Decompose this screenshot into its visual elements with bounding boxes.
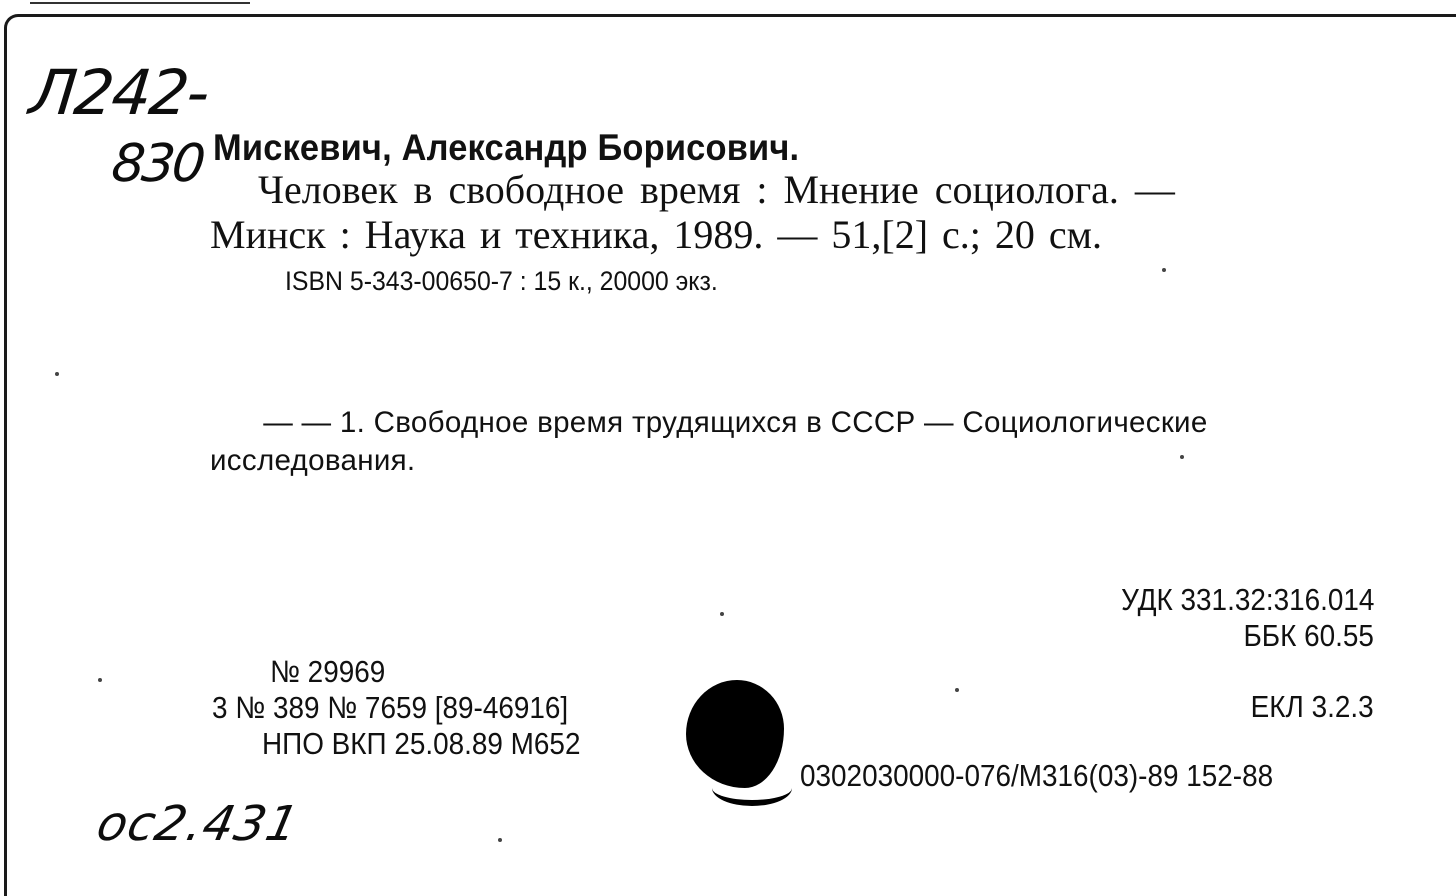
paper-speck bbox=[1180, 455, 1184, 459]
udk-code: УДК 331.32:316.014 bbox=[1120, 582, 1374, 617]
card-top-edge bbox=[30, 2, 250, 4]
paper-speck bbox=[955, 688, 959, 692]
handwritten-call-number-bottom: 830 bbox=[108, 134, 206, 194]
registration-number: № 29969 bbox=[270, 654, 386, 689]
paper-speck bbox=[1162, 268, 1166, 272]
author-heading: Мискевич, Александр Борисович. bbox=[213, 127, 800, 168]
subject-heading: — — 1. Свободное время трудящихся в СССР — Социологические исследования. bbox=[210, 406, 1208, 477]
paper-speck bbox=[498, 838, 502, 842]
catalog-code: 0302030000-076/М316(03)-89 152-88 bbox=[800, 758, 1274, 793]
ink-blot-tail bbox=[712, 770, 792, 806]
ekl-code: ЕКЛ 3.2.3 bbox=[1251, 689, 1374, 724]
handwritten-call-number-top: Л242- bbox=[26, 56, 212, 129]
isbn-line: ISBN 5-343-00650-7 : 15 к., 20000 экз. bbox=[285, 266, 718, 296]
title-line-1: Человек в свободное время : Мнение социолога. — bbox=[258, 167, 1175, 212]
handwritten-inventory-number: ос2.431 bbox=[92, 796, 305, 852]
paper-speck bbox=[98, 678, 102, 682]
paper-speck bbox=[720, 612, 724, 616]
bbk-code: ББК 60.55 bbox=[1243, 618, 1374, 653]
title-line-2: Минск : Наука и техника, 1989. — 51,[2] с.; 20 см. bbox=[210, 212, 1102, 257]
order-line: 3 № 389 № 7659 [89-46916] bbox=[212, 690, 569, 725]
paper-speck bbox=[55, 372, 59, 376]
printer-line: НПО ВКП 25.08.89 М652 bbox=[262, 726, 581, 761]
